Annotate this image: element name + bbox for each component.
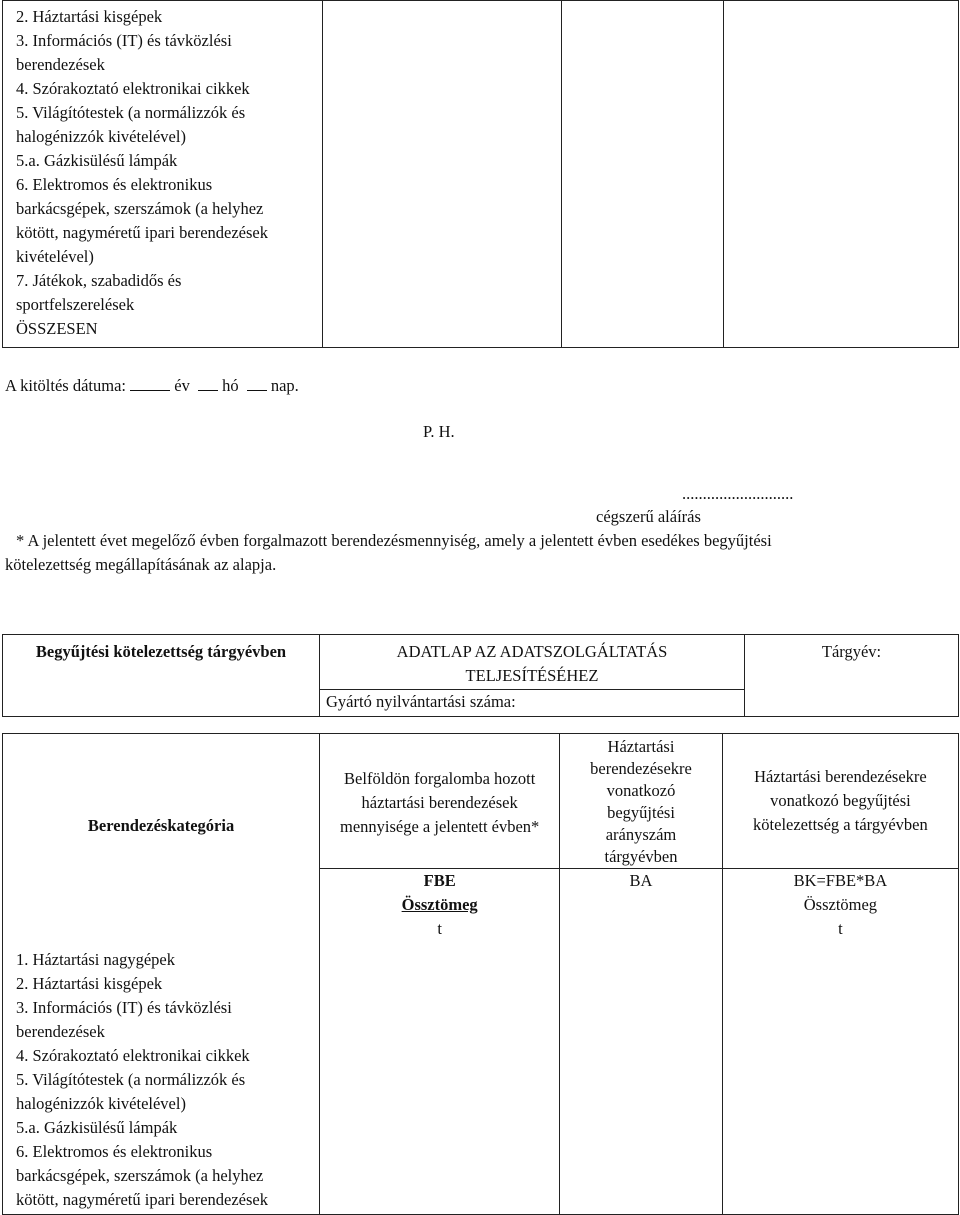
year-label: év [174, 376, 190, 395]
unit-label[interactable] [722, 917, 958, 1215]
category-item: kötött, nagyméretű ipari berendezések [16, 1190, 268, 1209]
category-item: 2. Háztartási kisgépek [16, 7, 163, 26]
month-label: hó [222, 376, 239, 395]
header-title-line-2: TELJESÍTÉSÉHEZ [465, 666, 599, 685]
category-column [3, 734, 320, 1215]
category-column [3, 1, 323, 348]
unit-label[interactable] [320, 917, 560, 1215]
empty-cell [560, 893, 723, 917]
value-cell[interactable] [322, 1, 561, 348]
registration-number-field[interactable]: Gyártó nyilvántartási száma: [320, 689, 745, 716]
col2-header [320, 734, 560, 869]
value-cell[interactable] [561, 1, 723, 348]
category-item: 5.a. Gázkisülésű lámpák [16, 1118, 178, 1137]
header-year[interactable]: Tárgyév: [745, 635, 959, 717]
unit-t: t [437, 919, 442, 938]
bk-formula: BK=FBE*BA [722, 869, 958, 894]
category-item: 1. Háztartási nagygépek [16, 950, 175, 969]
category-item: sportfelszerelések [16, 295, 135, 314]
date-line [5, 374, 299, 398]
category-item: berendezések [16, 55, 105, 74]
col3-header-line: berendezésekre [590, 759, 692, 778]
col2-header-line: mennyisége a jelentett évben* [340, 817, 540, 836]
category-item: 3. Információs (IT) és távközlési [16, 998, 232, 1017]
category-total: ÖSSZESEN [16, 319, 98, 338]
col3-header-line: Háztartási [607, 737, 675, 756]
signature-label: cégszerű aláírás [596, 507, 701, 526]
ba-label: BA [560, 869, 723, 894]
col3-header-line: arányszám [605, 825, 677, 844]
category-item: 5. Világítótestek (a normálizzók és [16, 103, 246, 122]
category-item: 7. Játékok, szabadidős és [16, 271, 182, 290]
category-table-top [2, 0, 959, 348]
header-left: Begyűjtési kötelezettség tárgyévben [3, 635, 320, 717]
date-label: A kitöltés dátuma: [5, 376, 126, 395]
value-cell[interactable] [723, 1, 958, 348]
category-column-header: Berendezéskategória [87, 816, 235, 835]
form-header [2, 634, 959, 717]
category-item: 3. Információs (IT) és távközlési [16, 31, 232, 50]
col4-header-line: kötelezettség a tárgyévben [753, 815, 928, 834]
category-item: 6. Elektromos és elektronikus [16, 1142, 213, 1161]
col4-header-line: Háztartási berendezésekre [754, 767, 927, 786]
category-table-main [2, 733, 959, 1215]
footnote-line-1: * A jelentett évet megelőző évben forgalmazott berendezésmennyiség, amely a jelentett évben esedékes begyűjtési [16, 531, 772, 550]
header-title [320, 635, 745, 690]
category-item: 4. Szórakoztató elektronikai cikkek [16, 1046, 250, 1065]
col3-header-line: tárgyévben [604, 847, 678, 866]
col4-header-line: vonatkozó begyűjtési [770, 791, 911, 810]
footnote-line-2: kötelezettség megállapításának az alapja. [5, 555, 277, 574]
category-item: barkácsgépek, szerszámok (a helyhez [16, 199, 264, 218]
signature-dots[interactable]: ........................... [682, 484, 794, 503]
fbe-label: FBE [320, 869, 560, 894]
category-item: 5.a. Gázkisülésű lámpák [16, 151, 178, 170]
col2-header-line: háztartási berendezések [361, 793, 518, 812]
category-item: kötött, nagyméretű ipari berendezések [16, 223, 268, 242]
unit-t: t [838, 919, 843, 938]
col2-header-line: Belföldön forgalomba hozott [344, 769, 536, 788]
month-blank[interactable] [198, 375, 218, 391]
ossztomeg-label: Össztömeg [320, 893, 560, 917]
category-item: barkácsgépek, szerszámok (a helyhez [16, 1166, 264, 1185]
col3-header [560, 734, 723, 869]
day-label: nap. [270, 376, 299, 395]
col3-header-line: vonatkozó [606, 781, 676, 800]
stamp-placeholder: P. H. [423, 422, 455, 441]
header-title-line-1: ADATLAP AZ ADATSZOLGÁLTATÁS [396, 642, 668, 661]
value-cell[interactable] [560, 917, 723, 1215]
category-item: 2. Háztartási kisgépek [16, 974, 163, 993]
category-item: 6. Elektromos és elektronikus [16, 175, 213, 194]
day-blank[interactable] [247, 375, 267, 391]
category-item: halogénizzók kivételével) [16, 127, 186, 146]
col3-header-line: begyűjtési [607, 803, 675, 822]
category-item: kivételével) [16, 247, 94, 266]
category-item: halogénizzók kivételével) [16, 1094, 186, 1113]
ossztomeg-label: Össztömeg [722, 893, 958, 917]
category-item: 4. Szórakoztató elektronikai cikkek [16, 79, 250, 98]
col4-header [722, 734, 958, 869]
year-blank[interactable] [130, 375, 170, 391]
category-item: 5. Világítótestek (a normálizzók és [16, 1070, 246, 1089]
category-item: berendezések [16, 1022, 105, 1041]
